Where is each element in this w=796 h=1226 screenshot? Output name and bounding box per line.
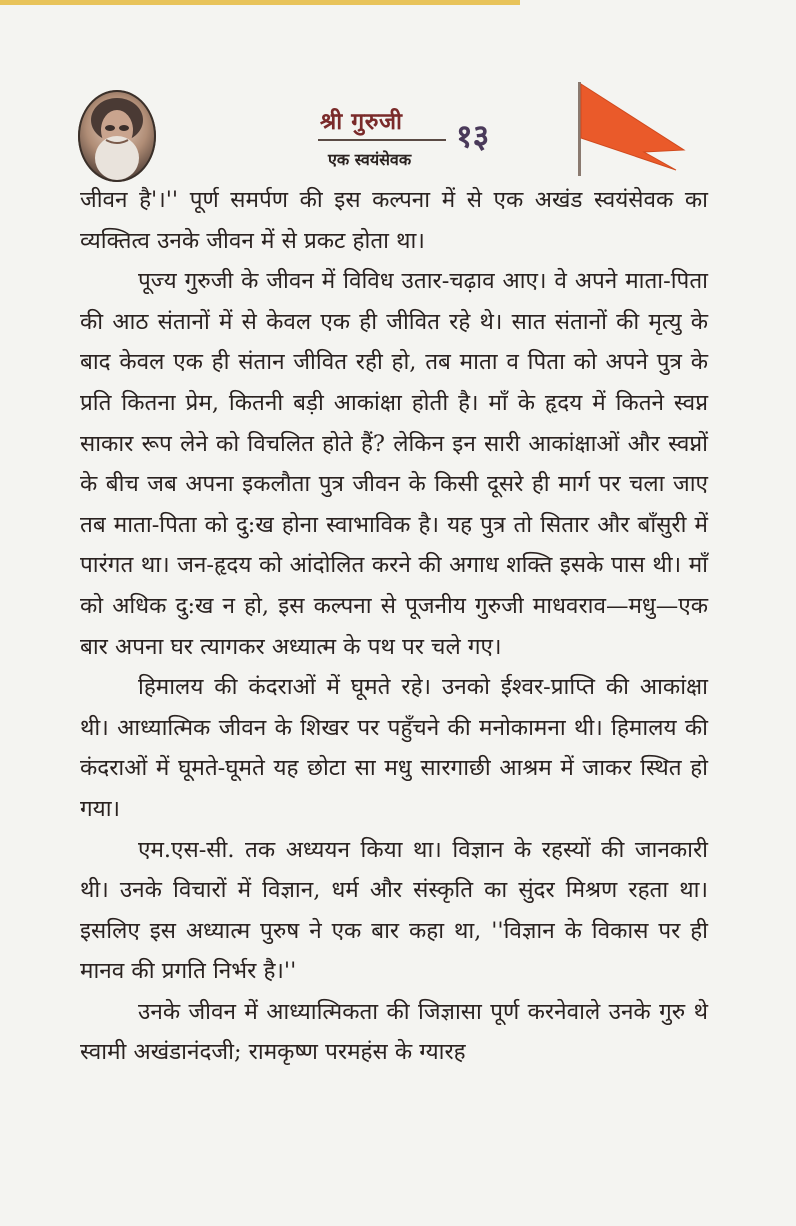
header-subtitle: एक स्वयंसेवक xyxy=(328,150,412,169)
page-number: १३ xyxy=(456,117,490,155)
paragraph-1: जीवन है'।'' पूर्ण समर्पण की इस कल्पना में से एक अखंड स्वयंसेवक का व्यक्तित्व उनके जीवन में से प्रकट होता था। xyxy=(80,187,708,254)
header-divider xyxy=(318,139,446,141)
body-text xyxy=(80,180,708,1073)
paragraph-3: हिमालय की कंदराओं में घूमते रहे। उनको ईश्वर-प्राप्ति की आकांक्षा थी। आध्यात्मिक जीवन के शिखर पर पहुँचने की मनोकामना थी। हिमालय की कंदराओं में घूमते-घूमते यह छोटा सा मधु सारगाछी आश्रम में जाकर स्थित हो गया। xyxy=(80,674,708,822)
paragraph-5: उनके जीवन में आध्यात्मिकता की जिज्ञासा पूर्ण करनेवाले उनके गुरु थे स्वामी अखंडानंदजी; रामकृष्ण परमहंस के ग्यारह xyxy=(80,998,708,1066)
saffron-flag-icon xyxy=(572,78,688,176)
portrait-image xyxy=(78,90,156,182)
header-title: श्री गुरुजी xyxy=(320,108,403,135)
paragraph-2: पूज्य गुरुजी के जीवन में विविध उतार-चढ़ाव आए। वे अपने माता-पिता की आठ संतानों में से केवल एक ही जीवित रहे थे। सात संतानों की मृत्यु के बाद केवल एक ही संतान जीवित रही हो, तब माता व पिता को अपने पुत्र के प्रति कितना प्रेम, कितनी बड़ी आकांक्षा होती है। माँ के हृदय में कितने स्वप्न साकार रूप लेने को विचलित होते हैं? लेकिन इन सारी आकांक्षाओं और स्वप्नों के बीच जब अपना इकलौता पुत्र जीवन के किसी दूसरे ही मार्ग पर चला जाए तब माता-पिता को दु:ख होना स्वाभाविक है। यह पुत्र तो सितार और बाँसुरी में पारंगत था। जन-हृदय को आंदोलित करने की अगाध शक्ति इसके पास थी। माँ को अधिक दु:ख न हो, इस कल्पना से पूजनीय गुरुजी माधवराव—मधु—एक बार अपना घर त्यागकर अध्यात्म के पथ पर चले गए। xyxy=(80,268,708,660)
guruji-portrait xyxy=(78,90,156,182)
paragraph-4: एम.एस-सी. तक अध्ययन किया था। विज्ञान के रहस्यों की जानकारी थी। उनके विचारों में विज्ञान, धर्म और संस्कृति का सुंदर मिश्रण रहता था। इसलिए इस अध्यात्म पुरुष ने एक बार कहा था, ''विज्ञान के विकास पर ही मानव की प्रगति निर्भर है।'' xyxy=(80,836,708,985)
